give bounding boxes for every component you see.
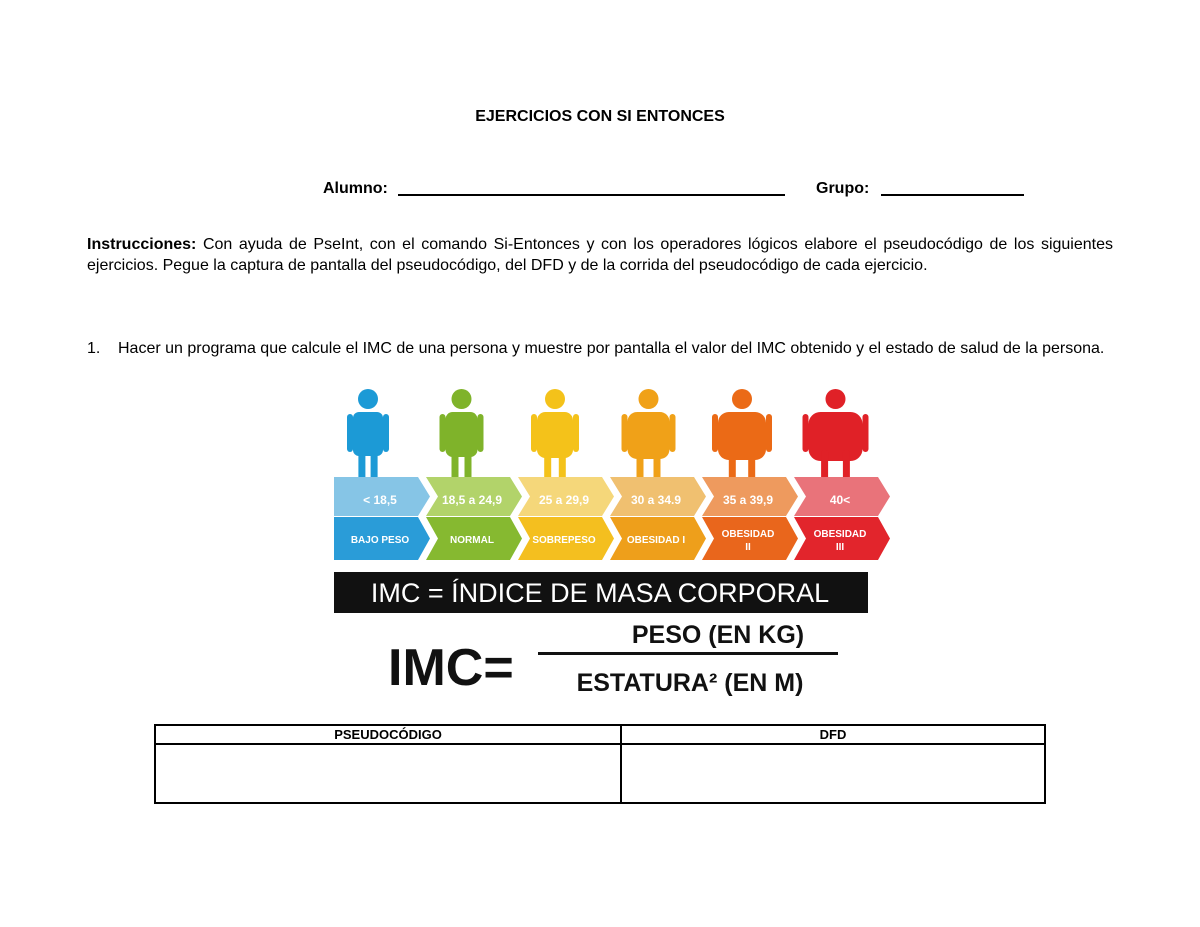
person-figure-3: [531, 389, 579, 484]
range-label-6: 40<: [829, 493, 851, 507]
answer-table: [154, 724, 1046, 804]
alumno-line: [398, 194, 785, 196]
range-label-2: 18,5 a 24,9: [441, 493, 503, 507]
instructions-label: Instrucciones:: [87, 236, 197, 253]
formula-lhs: IMC=: [388, 639, 514, 697]
person-figure-6: [803, 389, 869, 484]
fraction-bar: [538, 652, 838, 655]
category-label-4-1: OBESIDAD I: [626, 535, 686, 546]
range-label-4: 30 a 34.9: [630, 493, 682, 507]
dfd-header: DFD: [621, 725, 1045, 744]
category-label-3-1: SOBREPESO: [532, 535, 596, 546]
category-label-1-1: BAJO PESO: [350, 535, 410, 546]
alumno-label: Alumno:: [323, 180, 388, 197]
document-title: EJERCICIOS CON SI ENTONCES: [475, 108, 725, 125]
imc-infographic: [322, 380, 910, 705]
person-figure-2: [440, 389, 484, 484]
exercise-item: [87, 338, 1113, 359]
formula-numerator: PESO (EN KG): [631, 621, 805, 649]
grupo-label: Grupo:: [816, 180, 870, 197]
category-label-2-1: NORMAL: [450, 535, 494, 546]
person-figure-4: [622, 389, 676, 484]
range-label-3: 25 a 29,9: [538, 493, 590, 507]
person-figure-1: [347, 389, 389, 484]
exercise-number: 1.: [87, 340, 101, 357]
pseudocode-header: PSEUDOCÓDIGO: [155, 725, 621, 744]
category-label-5-2: II: [745, 542, 751, 553]
instructions-text: Con ayuda de PseInt, con el comando Si-Entonces y con los operadores lógicos elabore el pseudocódigo de los siguientes ejercicios. Pegue la captura de pantalla del pseudocódigo, del DFD y de la corrida del pseudocódigo de cada ejercicio.: [87, 236, 1113, 274]
grupo-line: [881, 194, 1024, 196]
category-label-6-2: III: [835, 542, 845, 553]
exercise-text: Hacer un programa que calcule el IMC de una persona y muestre por pantalla el valor del IMC obtenido y el estado de salud de la persona.: [118, 340, 1105, 357]
formula-denominator: ESTATURA² (EN M): [576, 669, 804, 697]
category-label-5-1: OBESIDAD: [721, 529, 775, 540]
category-label-6-1: OBESIDAD: [813, 529, 867, 540]
range-label-5: 35 a 39,9: [722, 493, 774, 507]
person-figure-5: [712, 389, 772, 484]
range-label-1: < 18,5: [363, 493, 397, 507]
dfd-cell[interactable]: [621, 744, 1045, 803]
imc-banner-text: IMC = ÍNDICE DE MASA CORPORAL: [370, 578, 830, 608]
instructions: [87, 234, 1113, 276]
pseudocode-cell[interactable]: [155, 744, 621, 803]
